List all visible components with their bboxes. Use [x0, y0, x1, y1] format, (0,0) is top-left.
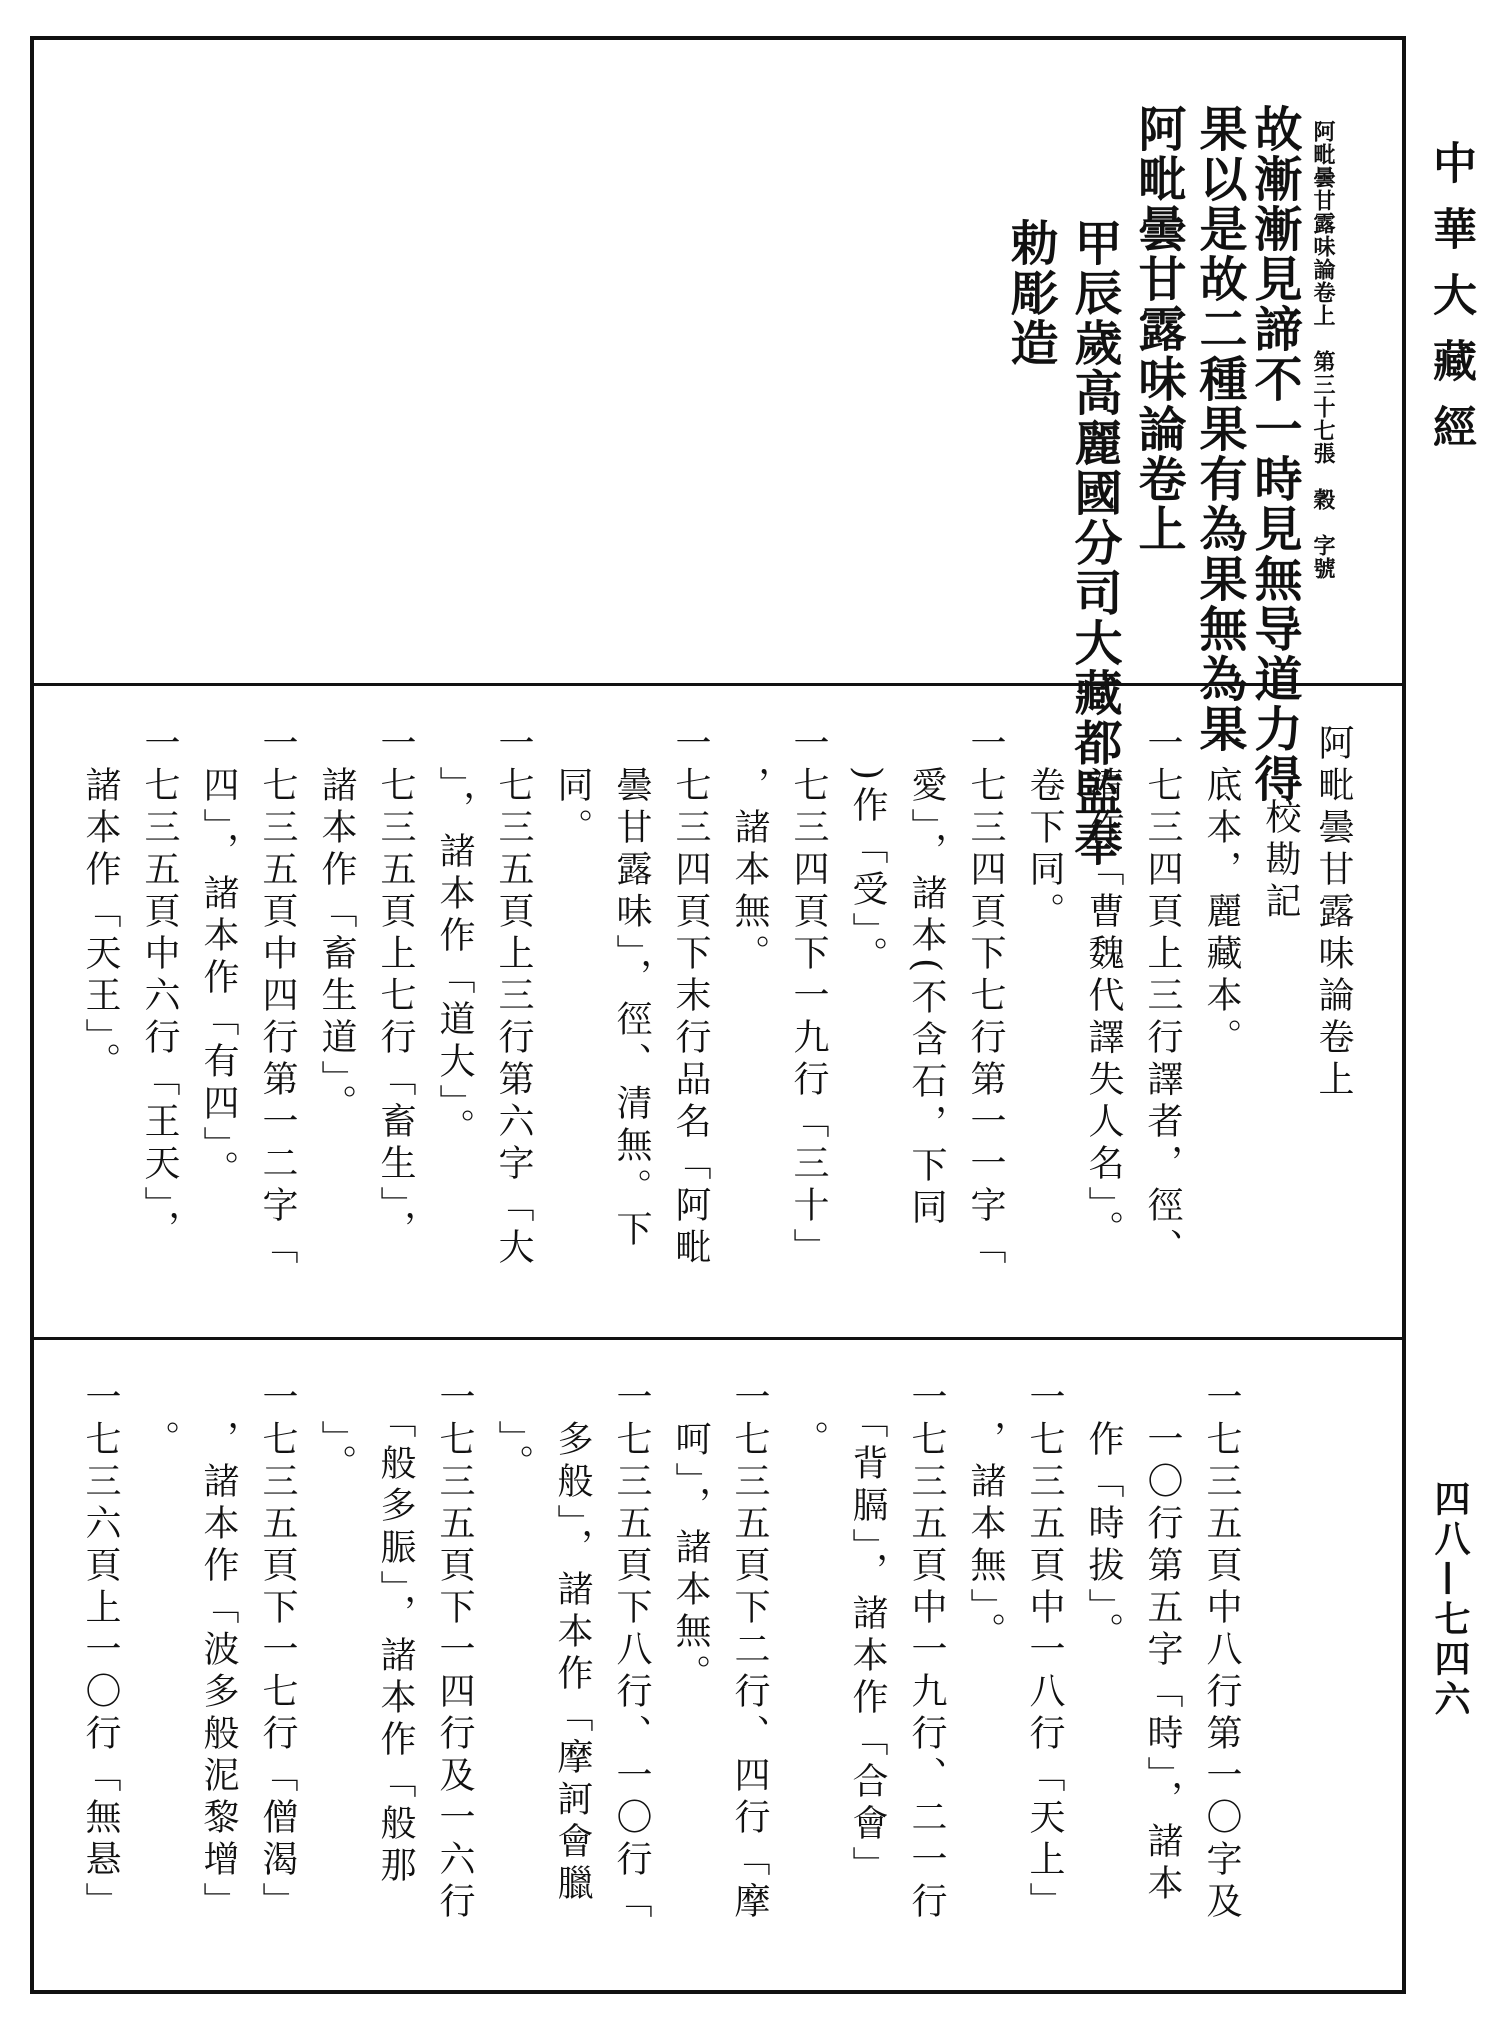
collation-note-column: 卷下同。	[1024, 724, 1065, 934]
collation-note-column: 一七三四頁下一九行「三十」	[788, 724, 829, 1270]
collation-note-column: )作「受」。	[847, 724, 888, 979]
collation-note-column: 諸本作「天王」。	[80, 724, 121, 1084]
scripture-line-5: 勅彫造	[1002, 218, 1058, 368]
scripture-line-4: 甲辰歲高麗國分司大藏都監奉	[1066, 218, 1122, 868]
collation-title: 阿毗曇甘露味論卷上	[1313, 724, 1354, 1102]
collation-note-column: 。	[788, 1378, 829, 1462]
collation-note-column: 曇甘露味」，徑、清無。下	[611, 724, 652, 1252]
collation-note-column: 一七三五頁中一九行、二一行	[906, 1378, 947, 1924]
collation-note-column: 「般多脤」，諸本作「般那	[375, 1378, 416, 1888]
collation-note-column: 」。	[493, 1378, 534, 1486]
collection-title: 中華大藏經	[1425, 140, 1476, 470]
collation-subtitle: 校勘記	[1260, 798, 1301, 924]
collation-note-column: 一七三五頁下二行、四行「摩	[729, 1378, 770, 1924]
collation-note-column: 清作「曹魏代譯失人名」。	[1083, 724, 1124, 1252]
collation-note-column: 一七三五頁下一四行及一六行	[434, 1378, 475, 1924]
section-divider-bottom	[30, 1337, 1406, 1340]
collation-note-column: 一〇行第五字「時」，諸本	[1142, 1378, 1183, 1906]
collation-note-column: 呵」，諸本無。	[670, 1378, 711, 1696]
collation-note-column: 一七三五頁下八行、一〇行「	[611, 1378, 652, 1924]
collation-note-column: 「背膈」，諸本作「合會」	[847, 1378, 888, 1888]
collation-note-column: 一七三六頁上一〇行「無悬」	[80, 1378, 121, 1924]
collation-note-column: 一七三五頁上七行「畜生」，	[375, 724, 416, 1252]
collation-note-column: 同。	[552, 724, 593, 850]
collation-note-column: 」。	[316, 1378, 357, 1486]
collation-note-column: 一七三五頁中一八行「天上」	[1024, 1378, 1065, 1924]
page-number: 四八—七四六	[1429, 1480, 1471, 1720]
scripture-line-1: 故漸漸見諦不一時見無导道力得	[1246, 104, 1302, 804]
collation-note-column: 諸本作「畜生道」。	[316, 724, 357, 1126]
collation-note-column: 愛」，諸本(不含石，下同	[906, 724, 947, 1231]
scripture-line-3: 阿毗曇甘露味論卷上	[1130, 104, 1186, 554]
scripture-header: 阿毗曇甘露味論卷上 第三十七張 穀 字號	[1310, 120, 1336, 580]
collation-note-column: ，諸本無」。	[965, 1378, 1006, 1654]
scripture-line-2: 果以是故二種果有為果無為果	[1191, 104, 1247, 754]
collation-note-column: 一七三四頁上三行譯者，徑、	[1142, 724, 1183, 1270]
collation-note-column: 四」，諸本作「有四」。	[198, 724, 239, 1192]
collation-note-column: 一七三五頁下一七行「僧渴」	[257, 1378, 298, 1924]
collation-note-column: 一七三五頁中六行「王天」，	[139, 724, 180, 1252]
collation-note-column: 」，諸本作「道大」。	[434, 724, 475, 1150]
collation-note-column: 一七三五頁中四行第一二字「	[257, 724, 298, 1270]
collation-note-column: 一底本，麗藏本。	[1201, 724, 1242, 1060]
collation-note-column: 一七三五頁中八行第一〇字及	[1201, 1378, 1242, 1924]
collation-note-column: ，諸本作「波多般泥黎增」	[198, 1378, 239, 1924]
collation-note-column: 一七三四頁下末行品名「阿毗	[670, 724, 711, 1270]
collation-note-column: 多般」，諸本作「摩訶會臘	[552, 1378, 593, 1906]
collation-note-column: 。	[139, 1378, 180, 1462]
collation-note-column: 一七三四頁下七行第一一字「	[965, 724, 1006, 1270]
collation-note-column: ，諸本無。	[729, 724, 770, 976]
collation-note-column: 作「時拔」。	[1083, 1378, 1124, 1654]
collation-note-column: 一七三五頁上三行第六字「大	[493, 724, 534, 1270]
